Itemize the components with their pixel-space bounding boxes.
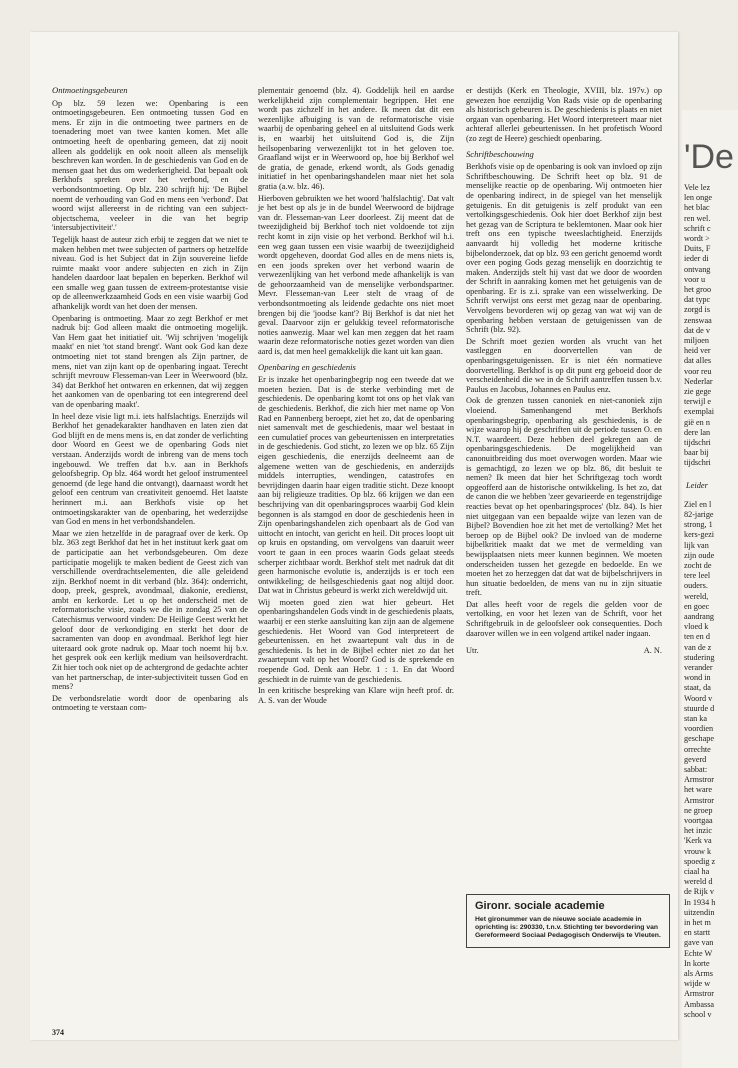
next-page-line: ne groep [684, 805, 713, 815]
next-page-line: staat, da [684, 683, 711, 693]
next-page-line: geschape [684, 734, 715, 744]
next-page-line: verander [684, 662, 713, 672]
next-page-line: Ziel en l [684, 499, 712, 509]
next-page-heading: 'De [684, 138, 734, 176]
next-page-line: strong, 1 [684, 520, 713, 530]
page-374 [30, 32, 678, 1040]
next-page-line: zorgd is [684, 305, 711, 315]
next-page-line: aandrang [684, 611, 715, 621]
next-page-line: Armstror [684, 989, 715, 999]
next-page-line: Echte W [684, 948, 713, 958]
next-page-line: ren wel. [684, 213, 711, 223]
next-page-line: school v [684, 1009, 712, 1019]
next-page-line: Nederlar [684, 376, 713, 386]
next-page-line: voor u [684, 274, 706, 284]
paragraph: Op blz. 59 lezen we: Openbaring is een ontmoetingsgebeuren. Een ontmoeting tussen God en mens. Er zijn in die ontmoeting twee partners en de toenadering moet van twee kanten komen. Met alle ontmoeting heeft de openbaring gemeen, dat zij nooit alleen als goddelijk en ook nooit alleen als menselijk beschreven kan worden. In de geschiedenis van God en de mensen gaat het dus om wederkerigheid. Dat bepaalt ook Berkhofs spreken over het verbond, en de verbondsontmoeting. Op blz. 230 schrijft hij: 'De Bijbel noemt de verhouding van God en mens een 'verbond'. Dat woord wijst allereerst in de richting van een subject-objectschema, veeleer in die van het begrip 'intersubjectiviteit'.' [52, 98, 248, 233]
next-page-line: vrouw k [684, 846, 712, 856]
signoff-place: Utr. [466, 646, 479, 656]
next-page-line: wond in [684, 673, 711, 683]
next-page-line: gave van [684, 938, 714, 948]
next-page-line: Duits, F [684, 244, 711, 254]
next-page-lines-b [682, 500, 738, 1020]
ad-body: Het gironummer van de nieuwe sociale academie in oprichting is: 290330, t.n.v. Stichting ter bevordering van Gereformeerd Sociaal Pedagogisch Onderwijs te Vleuten. [475, 916, 661, 940]
next-page-line: ten en d [684, 632, 710, 642]
next-page-line: wereld, [684, 591, 709, 601]
next-page-line: geverd [684, 754, 707, 764]
paragraph: Ook de grenzen tussen canoniek en niet-canoniek zijn vloeiend. Samenhangend met Berkhofs openbaringsbegrip, openbaring als geschiedenis, is de wijze waarop hij de geschriften uit de periode tussen O. en N.T. waardeert. Deze hebben deel gekregen aan de openbaringsgeschiedenis. De mogelijkheid van canonuitbreiding dus moet overwogen worden. Maar wie is gemachtigd, zo lezen we op blz. 86, dit besluit te nemen? Ik meen dat hier het Schriftgezag toch wordt opgeofferd aan de historische ontwikkeling. Is het zo, dat de canon die we hebben 'zeer gevarieerde en tegenstrijdige reacties bevat op het openbaringsproces' (blz. 84). Is hier niet uitgegaan van een bepaalde wijze van lezen van de Bijbel? Bovendien hoe zit het met de vertolking? Met het beroep op de Bijbel ook? De invloed van de moderne bijbelkritiek maakt dat we met de vermelding van bewijsplaatsen niets meer kunnen beginnen. We moeten onderscheiden tussen het gezegde en bedoelde. En we moeten het zo herzeggen dat dat wat de bijbelschrijvers in hun situatie bedoelden, de mens van nu in zijn situatie treft. [466, 396, 662, 598]
paragraph: De verbondsrelatie wordt door de openbaring als ontmoeting te verstaan com- [52, 693, 248, 713]
paragraph: Wij moeten goed zien wat hier gebeurt. Het openbaringshandelen Gods vindt in de geschiedenis plaats, waarbij er een sterke aansluiting kan zijn aan de algemene geschiedenis. Het Woord van God interpreteert de gebeurtenissen. en het zwaartepunt valt dus in de geschiedenis. Is het in de Bijbel echter niet zo dat het zwaartepunt valt op het Woord? God is de sprekende en roepende God. Denk aan Hebr. 1 : 1. En dat Woord geschiedt in de ruimte van de geschiedenis. [258, 597, 454, 684]
next-page-line: dat alles [684, 356, 712, 366]
next-page-line: In 1934 h [684, 897, 716, 907]
signoff [466, 646, 662, 656]
next-page-line: zijn oude [684, 550, 715, 560]
next-page-line: Ambassa [684, 999, 715, 1009]
next-page-line: Vele lez [684, 183, 711, 192]
next-page-line: 'Kerk va [684, 836, 712, 846]
next-page-line: lijk van [684, 540, 709, 550]
next-page-line: dat typc [684, 295, 711, 305]
ad-box-sociale-academie [466, 894, 670, 948]
next-page-line: Armstror [684, 795, 715, 805]
next-page-line: len onge [684, 193, 712, 203]
next-page-line: voor reu [684, 366, 712, 376]
next-page-line: tijdschri [684, 458, 711, 468]
paragraph: Er is inzake het openbaringbegrip nog een tweede dat we moeten bezien. Dat is de sterke verbinding met de geschiedenis. De openbaring komt tot ons op het vlak van de geschiedenis. Berkhof, die zich hier met name op Von Rad en Pannenberg beroept, ziet het zo, dat de openbaring niet samenvalt met de geschiedenis, maar wel bestaat in een cumulatief proces van gebeurtenissen en interpretaties in de geschiedenis. God sticht, zo lezen we op blz. 65 Zijn eigen geschiedenis, die enerzijds deelneemt aan de algemene wetten van de geschiedenis, en anderzijds middels interrupties, wendingen, catastrofes en bevrijdingen daarin haar eigen traditie sticht. Deze knoopt aan bij religieuze tradities. Op blz. 66 krijgen we dan een beschrijving van dit openbaringsproces waarbij God klein begonnen is als stamgod en door de geschiedenis heen in Zijn openbaringshandelen zich openbaart als de God van uittocht en intocht, van gericht en heil. Dit proces loopt uit op kruis en opstanding, om vervolgens van daaruit weer voort te gaan in een proces waarin Gods gelaat steeds scherper zichtbaar wordt. Berkhof stelt met nadruk dat dit geen harmonische evolutie is, anderzijds is er toch een ontwikkeling; de heilsgeschiedenis gaat nog altijd door. Dat wat in Christus gebeurd is werkt zich wereldwijd uit. [258, 375, 454, 596]
next-page-line: tijdschri [684, 438, 711, 448]
paragraph: Dat alles heeft voor de regels die gelden voor de vertolking, en voor het lezen van de Schrift, voor het Schriftgebruik in de geloofsleer ook consequenties. Doch daarover willen we in een volgend artikel nader ingaan. [466, 599, 662, 638]
next-page-line: stuurde d [684, 703, 715, 713]
next-page-line: zenswaa [684, 315, 712, 325]
column-3 [466, 86, 662, 656]
next-page-lines-a [682, 183, 738, 469]
paragraph: Openbaring is ontmoeting. Maar zo zegt Berkhof er met nadruk bij: God alleen maakt die ontmoeting mogelijk. Van Hem gaat het initiatief uit. 'Wij schrijven 'mogelijk maakt' en niet 'tot stand brengt'. Want ook God kan deze ontmoeting niet tot stand brengen als Zijn partner, de mens, niet van zijn kant op de openbaring ingaat. Terecht schrijft mevrouw Flesseman-van Leer in Weerwoord (blz. 34) dat Berkhof het ontwaren en erkennen, dat wij zeggen het aankomen van de openbaring tot een integrerend deel van de openbaring maakt'. [52, 313, 248, 409]
next-page-line: wijde w [684, 979, 711, 989]
next-page-subhead: Leider [686, 480, 708, 490]
next-page-line: vloed k [684, 622, 709, 632]
paragraph: In heel deze visie ligt m.i. iets halfslachtigs. Enerzijds wil Berkhof het genadekarakter handhaven en laten zien dat God blijft en de mens mens is, en dat zonder de verlichting door Woord en Geest we de openbaring Gods niet verstaan. Anderzijds wordt de inbreng van de mens toch ingebouwd. We treffen dat b.v. aan in Berkhofs geloofsbegrip. Op blz. 464 wordt het geloof instrumenteel genoemd (de lege hand die ontvangt), daarnaast wordt het geloof een centrum van creativiteit genoemd. Het laatste herinnert m.i. aan Berkhofs visie op het ontmoetingskarakter van de openbaring, het wederzijdse van God en mens in het verbondshandelen. [52, 411, 248, 527]
next-page-line: baar bij [684, 448, 709, 458]
next-page-line: In korte [684, 958, 710, 968]
paragraph: plementair genoemd (blz. 4). Goddelijk heil en aardse werkelijkheid zijn complementair begrippen. Het ene wordt pas zichzelf in het andere. Ik meen dat dit een wezenlijke afbuiging is van de reformatorische visie waarbij de openbaring geheel en al uitsluitend Gods werk is, en waarbij het uitsluitend God is, die Zijn heilsopenbaring verwezenlijkt tot in het geloven toe. Graafland wijst er in Weerwoord op, hoe bij Berkhof wel de gratia, de genade, erkend wordt, als Gods genadig initiatief in het openbaringshandelen maar niet het sola gratia (a.w. blz. 46). [258, 86, 454, 191]
section-heading-schriftbeschouwing: Schriftbeschouwing [466, 148, 534, 159]
next-page-line: orrechte [684, 744, 711, 754]
next-page-line: uitzendin [684, 907, 715, 917]
next-page-line: ontvang [684, 264, 711, 274]
next-page-line: het ware [684, 785, 712, 795]
paragraph: Berkhofs visie op de openbaring is ook van invloed op zijn Schriftbeschouwing. De Schrift heet op blz. 91 de menselijke reactie op de openbaring. Wij ontmoeten hier de openbaring indirect, in de spiegel van het menselijk getuigenis. En dit getuigenis is zelf produkt van een vertolkingsgeschiedenis. Ook hier doet Berkhof zijn best het gezag van de Scriptura te beklemtonen. Maar ook hier treft ons een typische tweeslachtigheid. Enerzijds aanvaardt hij volledig het moderne kritische bijbelonderzoek, dat op blz. 93 een gericht genoemd wordt over een poging Gods gezag menselijk en doorzichtig te maken. Anderzijds stelt hij vast dat we door de woorden der Schrift in aanraking komen met het getuigenis van de openbaring. Er is z.i. sprake van een wisselwerking. De Schrift verwijst ons eerst met gezag naar de openbaring. Vervolgens bevorderen wij op gezag van wat wij van de openbaring hebben verstaan de getuigenissen van de Schrift (blz. 92). [466, 162, 662, 335]
column-2 [258, 86, 454, 707]
next-page-line: wordt > [684, 234, 710, 244]
next-page-line: exemplai [684, 407, 715, 417]
next-page-line: Armstror [684, 775, 715, 785]
next-page-line: het blac [684, 203, 710, 213]
next-page-line: voordien [684, 724, 714, 734]
next-page-line: sabbat: [684, 764, 708, 774]
next-page-line: dat de v [684, 325, 710, 335]
next-page-line: de Rijk v [684, 887, 715, 897]
column-1 [52, 86, 248, 715]
next-page-line: wereld d [684, 877, 713, 887]
next-page-line: zocht de [684, 560, 712, 570]
next-page-line: het inzic [684, 826, 712, 836]
next-page-line: ieder di [684, 254, 709, 264]
next-page-line: stan ka [684, 713, 707, 723]
signoff-author: A. N. [643, 646, 662, 656]
next-page-line: spoedig z [684, 856, 716, 866]
next-page-line: en goec [684, 601, 710, 611]
section-heading-ontmoetingsgebeuren: Ontmoetingsgebeuren [52, 85, 128, 95]
next-page-line: studering [684, 652, 715, 662]
next-page-line: voortgaa [684, 815, 713, 825]
next-page-line: het groo [684, 285, 712, 295]
next-page-line: schrift c [684, 223, 711, 233]
next-page-line: in het m [684, 918, 711, 928]
next-page-line: ouders. [684, 581, 708, 591]
next-page-line: miljoen [684, 336, 710, 346]
next-page-line: Woord v [684, 693, 713, 703]
next-page-line: gië en n [684, 417, 710, 427]
paragraph: Hierboven gebruikten we het woord 'halfslachtig'. Dat valt je het best op als je in de bundel Weerwoord de bijdrage van dr. Flesseman-van Leer doorleest. Zij meent dat de tweezijdigheid bij Berkhof toch niet voldoende tot zijn recht komt in zijn visie op het verbond. Berkhof wil h.i. een weg gaan tussen een visie waarbij de tweezijdigheid wordt opgeheven, doordat God alles en de mens niets is, en een joods spreken over het verbond waarin de verwezenlijking van het verbond mede afhankelijk is van de gehoorzaamheid van de menselijke verbondspartner. Mevr. Flesseman-van Leer stelt de vraag of de verbondsontmoeting als leidende gedachte ons niet moet brengen bij die 'joodse kant'? Bij Berkhof is dat niet het geval. Daarvoor zijn er gelukkig teveel reformatorische noties aanwezig. Maar wel kan men zeggen dat het raam waarin deze reformatorische noties gezet worden van dien aard is, dat men heel gemakkelijk die kant uit kan gaan. [258, 193, 454, 357]
next-page-line: terwijl e [684, 397, 712, 407]
page-number: 374 [52, 1028, 64, 1037]
next-page-line: 82-jarige [684, 509, 714, 519]
section-heading-openbaring-en-geschiedenis: Openbaring en geschiedenis [258, 361, 356, 372]
next-page-line: ciaal ha [684, 867, 710, 876]
paragraph: De Schrift moet gezien worden als vrucht van het vastleggen en doorvertellen van de openbaringsgetuigenissen. Er is niet één normatieve doorvertelling. Berkhof is op dit punt erg geboeid door de verscheidenheid die we in de Schrift aantreffen tussen b.v. Paulus en Jacobus, Johannes en Paulus enz. [466, 336, 662, 394]
next-page-line: zie gege [684, 387, 712, 397]
paragraph: In een kritische bespreking van Klare wijn heeft prof. dr. A. S. van der Woude [258, 686, 454, 705]
next-page-line: kers-gezi [684, 530, 715, 540]
paragraph: er destijds (Kerk en Theologie, XVIII, blz. 197v.) op gewezen hoe eenzijdig Von Rads visie op de openbaring als historisch gebeuren is. De geschiedenis is plaats en niet orgaan van openbaring. Het Woord interpreteert maar niet achteraf allerlei gebeurtenissen. In het profetisch Woord (zo zegt de Heere) geschiedt openbaring. [466, 86, 662, 143]
next-page-line: heid ver [684, 346, 711, 356]
next-page-line: tere leel [684, 571, 711, 581]
next-page-line: dere lan [684, 427, 711, 437]
next-page-line: als Arms [684, 969, 713, 979]
next-page-line: en startt [684, 928, 711, 938]
paragraph: Maar we zien hetzelfde in de paragraaf over de kerk. Op blz. 363 zegt Berkhof dat het in het instituut kerk gaat om de participatie aan het verbondsgebeuren. Om deze participatie mogelijk te maken bedient de Geest zich van verschillende overdrachtselementen, die alle geleidend zijn. Berkhof noemt in dit verband (blz. 364): onderricht, doop, preek, gesprek, avondmaal, diakonie, eredienst, ambt en kerkorde. Let u op het onderscheid met de reformatorische visie, zoals we die in zondag 25 van de Catechismus verwoord vinden: De Heilige Geest werkt het geloof door de verkondiging en sterkt het door de sacramenten van doop en avondmaal. Berkhof legt hier uiteraard ook grote nadruk op. Maar toch noemt hij b.v. het gesprek ook een kerlijk medium van heilsoverdracht. Zit hier toch ook niet op de achtergrond de gedachte achter van het partnerschap, de inter-subjectiviteit tussen God en mens? [52, 528, 248, 692]
next-page-fragment [682, 110, 738, 1068]
ad-title: Gironr. sociale academie [475, 900, 605, 912]
paragraph: Tegelijk haast de auteur zich erbij te zeggen dat we niet te maken hebben met twee subjecten of partners op hetzelfde niveau. God is het Subject dat in Zijn souvereine liefde ruimte maakt voor andere subjecten en zich in Zijn handelen daardoor laat bepalen en beperken. Berkhof wil een smalle weg gaan tussen de extreem-protestantse visie op de alleenwerkzaamheid Gods en een visie waarbij God afhankelijk wordt van het doen der mensen. [52, 234, 248, 312]
next-page-line: van de z [684, 642, 712, 652]
